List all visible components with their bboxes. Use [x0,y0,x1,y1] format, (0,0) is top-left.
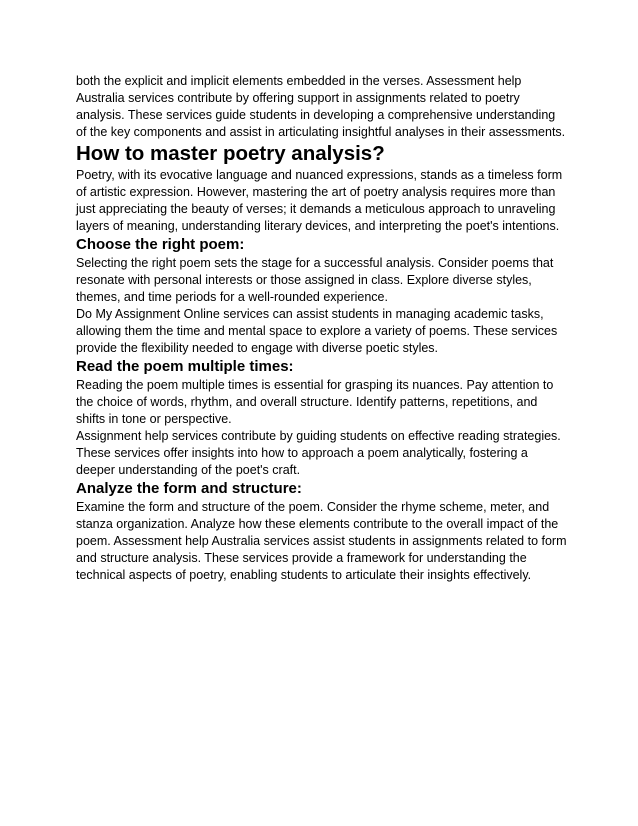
heading-master-poetry-analysis: How to master poetry analysis? [76,142,385,165]
heading-read-poem-multiple-times: Read the poem multiple times: [76,358,294,375]
read-poem-paragraph-1: Reading the poem multiple times is essential for grasping its nuances. Pay attention to the choice of words, rhythm, and overall structure. Identify patterns, repetitions, and shifts in tone or perspective. [76,378,554,426]
choose-poem-paragraph-1: Selecting the right poem sets the stage for a successful analysis. Consider poems that resonate with personal interests or those assigned in class. Explore diverse styles, themes, and time periods for a well-rounded experience. [76,256,554,304]
master-poetry-paragraph: Poetry, with its evocative language and nuanced expressions, stands as a timeless form of artistic expression. However, mastering the art of poetry analysis requires more than just appreciating the beauty of verses; it demands a meticulous approach to unraveling layers of meaning, understanding literary devices, and interpreting the poet's intentions. [76,168,563,233]
heading-choose-right-poem: Choose the right poem: [76,236,245,253]
intro-paragraph: both the explicit and implicit elements embedded in the verses. Assessment help Australia services contribute by offering support in assignments related to poetry analysis. These services guide students in developing a comprehensive understanding of the key components and assist in articulating insightful analyses in their assessments. [76,74,566,139]
read-poem-paragraph-2: Assignment help services contribute by guiding students on effective reading strategies. These services offer insights into how to approach a poem analytically, fostering a deeper understanding of the poet's craft. [76,429,561,477]
heading-analyze-form-structure: Analyze the form and structure: [76,480,302,497]
choose-poem-paragraph-2: Do My Assignment Online services can assist students in managing academic tasks, allowing them the time and mental space to explore a variety of poems. These services provide the flexibility needed to engage with diverse poetic styles. [76,307,558,355]
form-structure-paragraph: Examine the form and structure of the poem. Consider the rhyme scheme, meter, and stanza organization. Analyze how these elements contribute to the overall impact of the poem. Assessment help Australia services assist students in assignments related to form and structure analysis. These services provide a framework for understanding the technical aspects of poetry, enabling students to articulate their insights effectively. [76,500,567,582]
